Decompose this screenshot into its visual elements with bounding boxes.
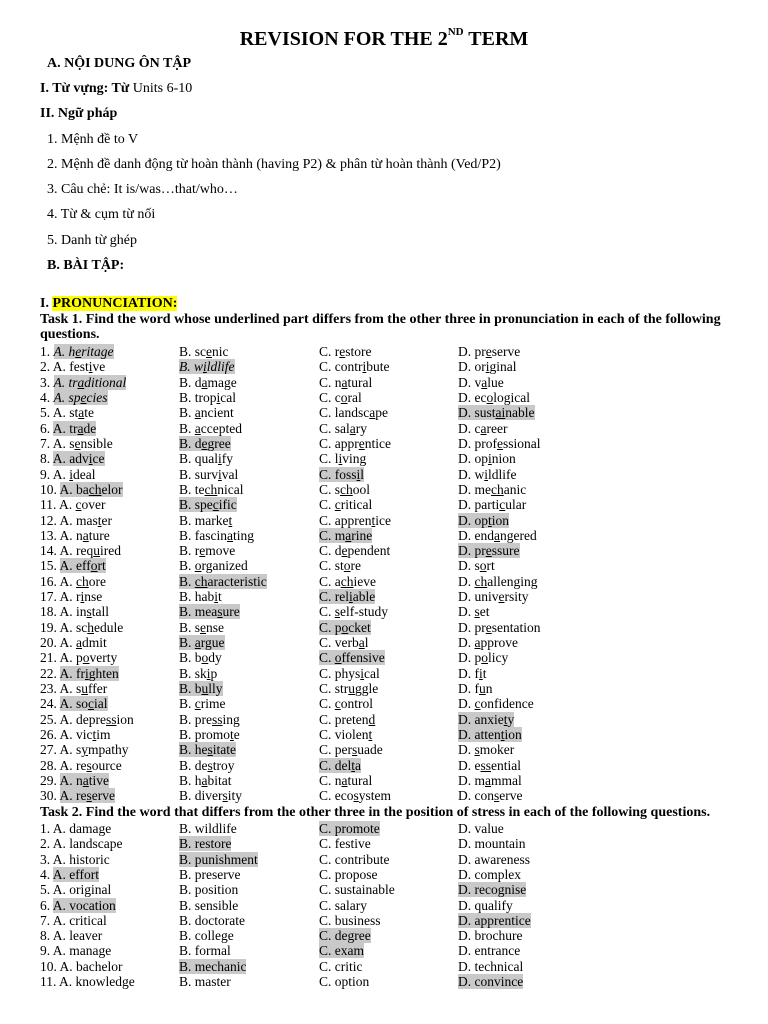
option-b: B. scenic [179,344,229,359]
option-c: C. option [319,974,370,989]
question-row [0,482,768,497]
option-c: C. natural [319,772,373,788]
option-b: B. diversity [179,788,243,804]
option-b: B. pressing [179,711,240,727]
option-d: D. anxiety [458,711,515,727]
grammar-heading: II. Ngữ pháp [40,106,118,121]
option-c: C. salary [319,420,368,436]
option-d: D. original [458,359,517,375]
question-row [0,773,768,788]
question-row [0,375,768,390]
grammar-item: 5. Danh từ ghép [47,233,138,248]
option-b: B. hesitate [179,742,237,758]
option-a: 13. A. nature [40,527,110,543]
question-row [0,390,768,405]
question-row [0,421,768,436]
question-row [0,712,768,727]
option-a: 16. A. chore [40,573,107,589]
option-c: C. festive [319,836,371,852]
question-row [0,727,768,742]
option-b: B. position [179,882,239,898]
option-a: 7. A. critical [40,912,107,928]
option-d: D. challenging [458,573,538,589]
option-c: C. offensive [319,650,385,666]
option-a: 25. A. depression [40,711,134,727]
option-b: B. market [179,512,233,528]
option-a: 5. A. state [40,405,95,421]
option-b: B. technical [179,481,244,497]
question-row [0,344,768,359]
option-d: D. mechanic [458,481,527,497]
option-c: C. pretend [319,711,376,727]
option-d: D. university [458,589,529,605]
option-d: D. wildlife [458,466,517,482]
option-d: D. essential [458,757,522,773]
question-row [0,681,768,696]
option-a: 2. A. festive [40,359,106,375]
option-d: D. fun [458,681,493,697]
option-a: 15. A. effort [40,558,106,574]
question-row [0,513,768,528]
option-b: B. body [179,650,222,666]
option-c: C. physical [319,665,380,681]
document-title: REVISION FOR THE 2ND TERM [239,26,529,50]
option-c: C. school [319,481,371,497]
option-b: B. characteristic [179,573,267,589]
option-a: 1. A. heritage [40,344,114,359]
option-c: C. business [319,912,381,928]
question-row [0,635,768,650]
option-a: 4. A. species [40,389,108,405]
option-a: 21. A. poverty [40,650,118,666]
option-a: 7. A. sensible [40,435,113,451]
option-d: D. recognise [458,882,527,898]
option-d: D. mammal [458,772,522,788]
option-c: C. sustainable [319,882,395,898]
option-d: D. sort [458,558,495,574]
option-d: D. convince [458,974,524,989]
option-d: D. ecological [458,389,530,405]
option-c: C. fossil [319,466,365,482]
option-c: C. contribute [319,851,390,867]
option-d: D. opinion [458,451,516,467]
option-b: B. restore [179,836,232,852]
option-c: C. restore [319,344,372,359]
question-row [0,913,768,928]
option-c: C. apprentice [319,512,391,528]
option-c: C. natural [319,374,373,390]
option-d: D. value [458,374,504,390]
option-b: B. crime [179,696,226,712]
question-row [0,898,768,913]
option-c: C. reliable [319,589,376,605]
option-c: C. persuade [319,742,383,758]
option-b: B. habitat [179,772,232,788]
option-a: 8. A. advice [40,451,105,467]
question-row [0,959,768,974]
option-c: C. marine [319,527,373,543]
option-a: 17. A. rinse [40,589,103,605]
option-b: B. habit [179,589,222,605]
question-row [0,650,768,665]
option-b: B. punishment [179,851,258,867]
question-row [0,543,768,558]
option-b: B. master [179,974,231,989]
question-row [0,604,768,619]
option-d: D. mountain [458,836,526,852]
grammar-item: 2. Mệnh đề danh động từ hoàn thành (having P2) & phân từ hoàn thành (Ved/P2) [47,157,501,172]
option-c: C. delta [319,757,362,773]
option-a: 24. A. social [40,696,108,712]
option-c: C. violent [319,727,373,742]
option-b: B. survival [179,466,239,482]
vocab-line: I. Từ vựng: Từ Units 6-10 [40,81,193,96]
option-c: C. contribute [319,359,390,375]
question-row [0,528,768,543]
option-a: 6. A. trade [40,420,97,436]
option-b: B. formal [179,943,231,959]
option-d: D. sustainable [458,405,535,421]
question-row [0,788,768,803]
option-a: 14. A. required [40,543,121,559]
option-b: B. promote [179,727,240,742]
question-row [0,405,768,420]
question-row [0,758,768,773]
option-d: D. career [458,420,508,436]
option-a: 23. A. suffer [40,681,108,697]
option-c: C. salary [319,897,367,913]
option-d: D. professional [458,435,541,451]
option-c: C. landscape [319,405,388,421]
option-b: B. specific [179,497,237,513]
option-a: 12. A. master [40,512,113,528]
option-c: C. coral [319,389,362,405]
option-a: 18. A. install [40,604,110,620]
option-b: B. bully [179,681,223,697]
grammar-item: 4. Từ & cụm từ nối [47,207,156,222]
option-b: B. remove [179,543,236,559]
option-a: 29. A. native [40,772,110,788]
option-d: D. particular [458,497,527,513]
option-b: B. damage [179,374,237,390]
option-a: 10. A. bachelor [40,958,123,974]
option-c: C. critic [319,958,363,974]
option-a: 10. A. bachelor [40,481,123,497]
pronunciation-heading: I. PRONUNCIATION: [40,296,178,311]
option-c: C. living [319,451,367,467]
option-d: D. presentation [458,619,541,635]
question-row [0,451,768,466]
option-a: 22. A. frighten [40,665,119,681]
option-c: C. apprentice [319,435,391,451]
option-a: 11. A. cover [40,497,106,513]
section-a-heading: A. NỘI DUNG ÔN TẬP [47,56,192,71]
option-a: 28. A. resource [40,757,122,773]
question-row [0,696,768,711]
question-row [0,867,768,882]
grammar-item: 3. Câu chẻ: It is/was…that/who… [47,182,238,197]
option-d: D. endangered [458,527,537,543]
option-b: B. ancient [179,405,234,421]
option-c: C. promote [319,821,380,836]
question-row [0,558,768,573]
option-b: B. measure [179,604,240,620]
option-a: 4. A. effort [40,866,100,882]
option-d: D. entrance [458,943,521,959]
option-b: B. doctorate [179,912,245,928]
option-d: D. preserve [458,344,521,359]
option-a: 9. A. ideal [40,466,96,482]
question-row [0,943,768,958]
option-b: B. degree [179,435,231,451]
question-row [0,574,768,589]
option-b: B. argue [179,635,225,651]
option-d: D. policy [458,650,509,666]
option-d: D. set [458,604,490,620]
section-b-heading: B. BÀI TẬP: [47,258,125,273]
question-row [0,436,768,451]
question-row [0,742,768,757]
option-a: 9. A. manage [40,943,112,959]
option-c: C. degree [319,928,371,944]
option-a: 6. A. vocation [40,897,116,913]
option-d: D. smoker [458,742,515,758]
option-a: 11. A. knowledge [40,974,135,989]
question-row [0,589,768,604]
option-b: B. preserve [179,866,241,882]
option-b: B. fascinating [179,527,255,543]
option-c: C. ecosystem [319,788,392,804]
question-row [0,928,768,943]
question-row [0,852,768,867]
option-a: 30. A. reserve [40,788,116,804]
option-a: 19. A. schedule [40,619,124,635]
option-c: C. store [319,558,362,574]
option-d: D. conserve [458,788,523,804]
question-row [0,666,768,681]
option-b: B. tropical [179,389,237,405]
question-row [0,467,768,482]
option-a: 3. A. traditional [40,374,127,390]
option-c: C. exam [319,943,364,959]
option-b: B. destroy [179,757,235,773]
grammar-item: 1. Mệnh đề to V [47,132,139,147]
option-d: D. awareness [458,851,530,867]
option-c: C. dependent [319,543,391,559]
option-d: D. approve [458,635,518,651]
question-row [0,821,768,836]
pronunciation-label: PRONUNCIATION: [52,296,178,311]
option-b: B. qualify [179,451,234,467]
task2-instruction: Task 2. Find the word that differs from the other three in the position of stress in each of the following questions. [40,805,711,820]
option-c: C. critical [319,497,373,513]
question-row [0,497,768,512]
option-c: C. struggle [319,681,379,697]
question-row [0,836,768,851]
option-a: 27. A. sympathy [40,742,129,758]
option-a: 5. A. original [40,882,112,898]
option-b: B. sense [179,619,225,635]
option-d: D. fit [458,665,487,681]
option-d: D. option [458,512,510,528]
question-row [0,974,768,989]
question-row [0,359,768,374]
option-b: B. wildlife [179,821,237,836]
option-b: B. wildlife [179,359,235,375]
task1-instruction: Task 1. Find the word whose underlined part differs from the other three in pronunciation in each of the following questions. [40,312,721,342]
option-c: C. control [319,696,374,712]
option-c: C. self-study [319,604,389,620]
question-row [0,620,768,635]
option-d: D. technical [458,958,524,974]
option-c: C. verbal [319,635,369,651]
option-c: C. achieve [319,573,376,589]
option-c: C. propose [319,866,378,882]
option-d: D. brochure [458,928,523,944]
option-b: B. accepted [179,420,242,436]
option-c: C. pocket [319,619,371,635]
option-d: D. complex [458,866,521,882]
option-d: D. confidence [458,696,534,712]
option-b: B. organized [179,558,248,574]
option-b: B. college [179,928,234,944]
question-row [0,882,768,897]
option-b: B. mechanic [179,958,247,974]
option-b: B. skip [179,665,218,681]
option-a: 2. A. landscape [40,836,123,852]
option-a: 8. A. leaver [40,928,103,944]
option-a: 26. A. victim [40,727,111,742]
option-d: D. qualify [458,897,513,913]
option-d: D. pressure [458,543,520,559]
option-d: D. attention [458,727,522,742]
option-a: 20. A. admit [40,635,107,651]
option-d: D. apprentice [458,912,531,928]
option-a: 3. A. historic [40,851,110,867]
option-b: B. sensible [179,897,239,913]
option-d: D. value [458,821,504,836]
option-a: 1. A. damage [40,821,112,836]
